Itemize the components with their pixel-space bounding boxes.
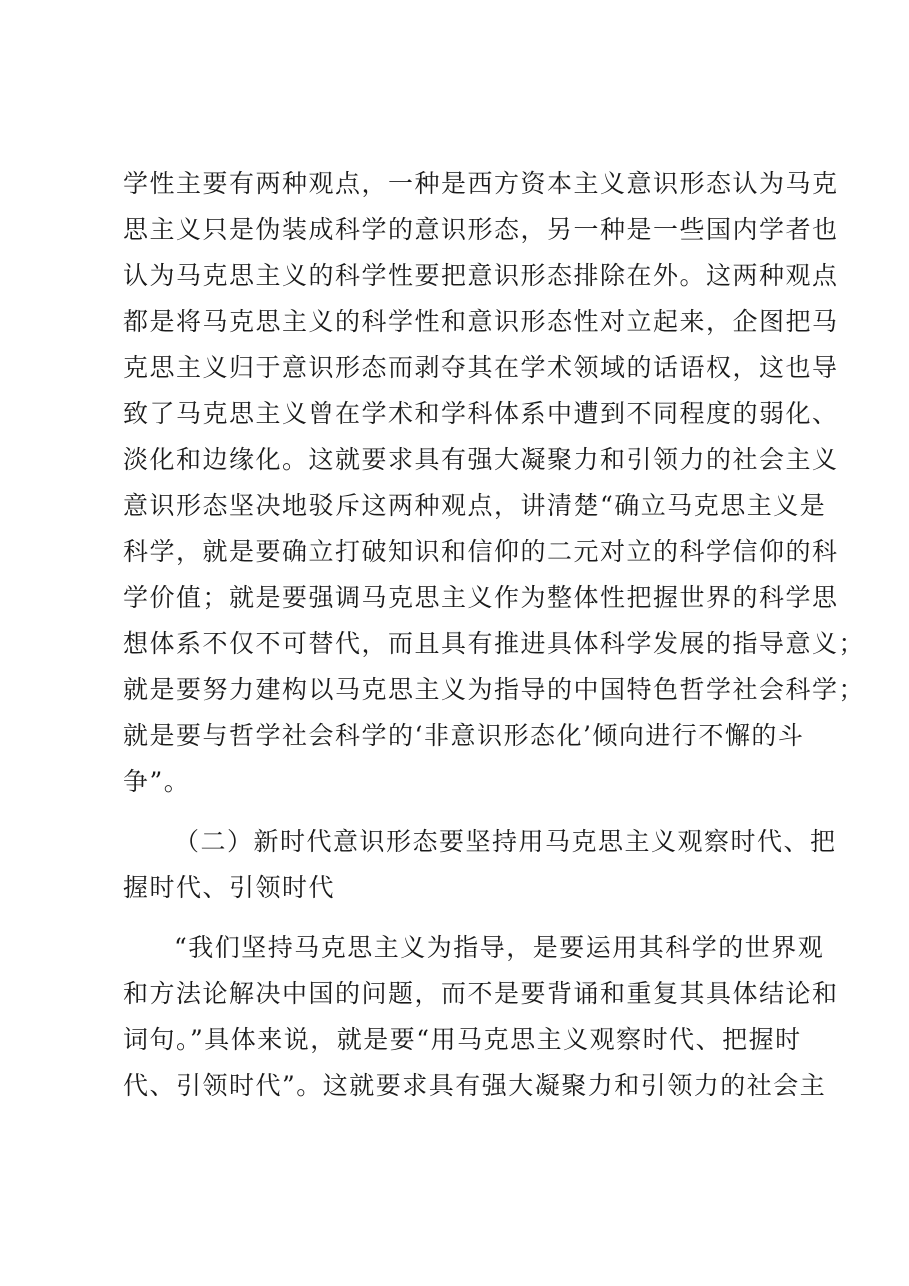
section-heading-line: （二）新时代意识形态要坚持用马克思主义观察时代、把 [174,827,837,856]
paragraph-line: 意识形态坚决地驳斥这两种观点，讲清楚“确立马克思主义是 [123,491,827,520]
paragraph-line: 想体系不仅不可替代，而且具有推进具体科学发展的指导意义； [123,629,866,658]
paragraph-line: 争”。 [123,767,191,796]
paragraph-line: 克思主义归于意识形态而剥夺其在学术领域的话语权，这也导 [123,353,839,382]
paragraph-line: 学性主要有两种观点，一种是西方资本主义意识形态认为马克 [123,169,839,198]
paragraph-line: 科学，就是要确立打破知识和信仰的二元对立的科学信仰的科 [123,537,839,566]
paragraph-line: 就是要努力建构以马克思主义为指导的中国特色哲学社会科学； [123,675,866,704]
paragraph-line: 代、引领时代”。这就要求具有强大凝聚力和引领力的社会主 [123,1071,827,1100]
paragraph-line: 学价值；就是要强调马克思主义作为整体性把握世界的科学思 [123,583,839,612]
paragraph-line: 致了马克思主义曾在学术和学科体系中遭到不同程度的弱化、 [123,399,839,428]
section-heading-line: 握时代、引领时代 [123,873,336,902]
paragraph-line: 和方法论解决中国的问题，而不是要背诵和重复其具体结论和 [123,979,839,1008]
paragraph-line: 词句。”具体来说，就是要“用马克思主义观察时代、把握时 [123,1025,802,1054]
paragraph-line: “我们坚持马克思主义为指导，是要运用其科学的世界观 [174,933,825,962]
paragraph-line: 淡化和边缘化。这就要求具有强大凝聚力和引领力的社会主义 [123,445,839,474]
paragraph-line: 认为马克思主义的科学性要把意识形态排除在外。这两种观点 [123,261,839,290]
paragraph-line: 都是将马克思主义的科学性和意识形态性对立起来，企图把马 [123,307,839,336]
paragraph-line: 思主义只是伪装成科学的意识形态，另一种是一些国内学者也 [123,215,839,244]
paragraph-line: 就是要与哲学社会科学的‘非意识形态化’倾向进行不懈的斗 [123,721,805,750]
